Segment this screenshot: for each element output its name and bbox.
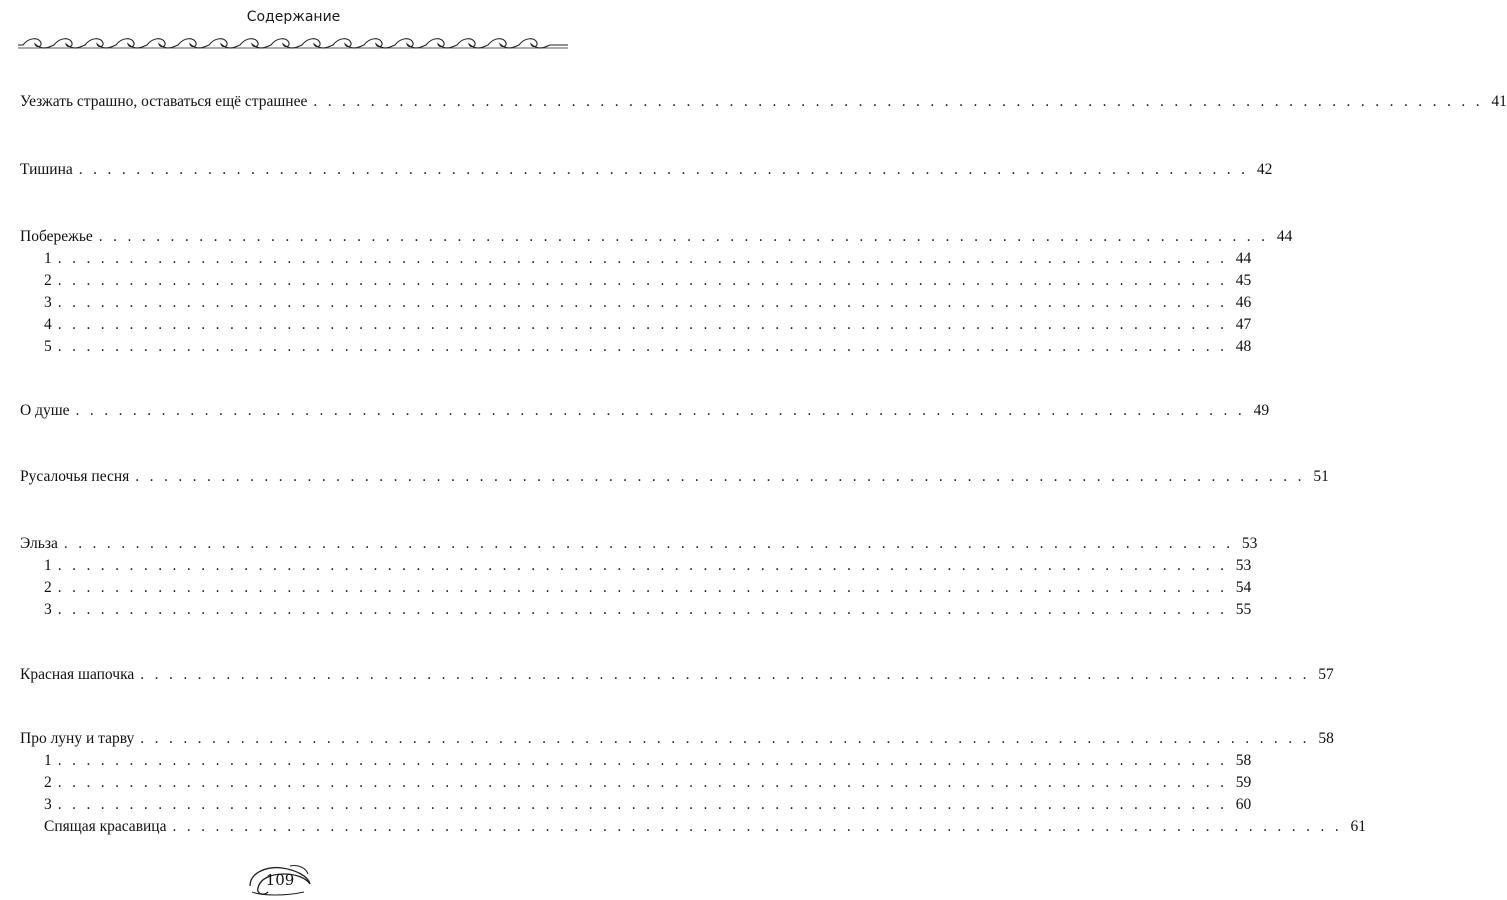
toc-entry-title: Русалочья песня	[20, 468, 130, 485]
toc-subentry	[44, 773, 1252, 793]
toc-leader-dots: . . . . . . . . . . . . . . . . . . . . . . . . . . . . . . . . . . . . . . . . . . . . . . . . . . . . . . . . . . . . . . . . . . . . . . . . . . . . . . . . . .	[57, 601, 1228, 618]
toc-entry-title: 1	[44, 250, 52, 267]
toc-subentry	[44, 315, 1252, 335]
toc-leader-dots: . . . . . . . . . . . . . . . . . . . . . . . . . . . . . . . . . . . . . . . . . . . . . . . . . . . . . . . . . . . . . . . . . . . . . . . . . . . . . . . . . .	[57, 272, 1228, 289]
toc-entry-title: Спящая красавица	[44, 818, 167, 835]
toc-entry-title: 2	[44, 579, 52, 596]
toc-leader-dots: . . . . . . . . . . . . . . . . . . . . . . . . . . . . . . . . . . . . . . . . . . . . . . . . . . . . . . . . . . . . . . . . . . . . . . . . . . . . . . . . . .	[140, 666, 1310, 683]
toc-entry-title: Про луну и тарву	[20, 730, 135, 747]
toc-leader-dots: . . . . . . . . . . . . . . . . . . . . . . . . . . . . . . . . . . . . . . . . . . . . . . . . . . . . . . . . . . . . . . . . . . . . . . . . . . . . . . . . . .	[98, 228, 1269, 245]
toc-leader-dots: . . . . . . . . . . . . . . . . . . . . . . . . . . . . . . . . . . . . . . . . . . . . . . . . . . . . . . . . . . . . . . . . . . . . . . . . . . . . . . . . . .	[75, 402, 1246, 419]
toc-page-number: 60	[1235, 796, 1252, 813]
toc-page-number: 45	[1235, 272, 1252, 289]
toc-subentry	[44, 249, 1252, 269]
toc-entry-title: Эльза	[20, 535, 58, 552]
toc-entry-title: 1	[44, 557, 52, 574]
toc-entry-title: Побережье	[20, 228, 93, 245]
toc-entry-title: О душе	[20, 402, 70, 419]
page-number: 109	[265, 871, 295, 889]
toc-entry	[20, 665, 1334, 685]
toc-entry-title: Тишина	[20, 161, 73, 178]
toc-page-number: 48	[1235, 338, 1252, 355]
toc-entry	[20, 729, 1334, 749]
toc-leader-dots: . . . . . . . . . . . . . . . . . . . . . . . . . . . . . . . . . . . . . . . . . . . . . . . . . . . . . . . . . . . . . . . . . . . . . . . . . . . . . . . . . .	[57, 579, 1228, 596]
toc-page-number: 46	[1235, 294, 1252, 311]
toc-subentry	[44, 795, 1252, 815]
toc-entry-title: Красная шапочка	[20, 666, 135, 683]
toc-leader-dots: . . . . . . . . . . . . . . . . . . . . . . . . . . . . . . . . . . . . . . . . . . . . . . . . . . . . . . . . . . . . . . . . . . . . . . . . . . . . . . . . . .	[135, 468, 1305, 485]
toc-entry-title: 1	[44, 752, 52, 769]
toc-entry	[20, 92, 1507, 112]
toc-subentry	[44, 556, 1252, 576]
toc-leader-dots: . . . . . . . . . . . . . . . . . . . . . . . . . . . . . . . . . . . . . . . . . . . . . . . . . . . . . . . . . . . . . . . . . . . . . . . . . . . . . . . . . .	[57, 316, 1228, 333]
toc-leader-dots: . . . . . . . . . . . . . . . . . . . . . . . . . . . . . . . . . . . . . . . . . . . . . . . . . . . . . . . . . . . . . . . . . . . . . . . . . . . . . . . . . .	[57, 294, 1228, 311]
toc-page-number: 42	[1256, 161, 1273, 178]
toc-leader-dots: . . . . . . . . . . . . . . . . . . . . . . . . . . . . . . . . . . . . . . . . . . . . . . . . . . . . . . . . . . . . . . . . . . . . . . . . . . . . . . . . . .	[140, 730, 1310, 747]
toc-page-number: 47	[1235, 316, 1252, 333]
toc-leader-dots: . . . . . . . . . . . . . . . . . . . . . . . . . . . . . . . . . . . . . . . . . . . . . . . . . . . . . . . . . . . . . . . . . . . . . . . . . . . . . . . . . .	[57, 752, 1228, 769]
toc-leader-dots: . . . . . . . . . . . . . . . . . . . . . . . . . . . . . . . . . . . . . . . . . . . . . . . . . . . . . . . . . . . . . . . . . . . . . . . . . . . . . . . . . .	[172, 818, 1343, 835]
toc-entry-title: Уезжать страшно, оставаться ещё страшнее	[20, 93, 308, 110]
toc-page-number: 58	[1235, 752, 1252, 769]
toc-page-number: 44	[1276, 228, 1293, 245]
toc-subentry	[44, 578, 1252, 598]
toc-page-number: 51	[1313, 468, 1329, 485]
toc-page-number: 49	[1253, 402, 1270, 419]
toc-entry-title: 5	[44, 338, 52, 355]
toc-page-number: 54	[1235, 579, 1252, 596]
toc-leader-dots: . . . . . . . . . . . . . . . . . . . . . . . . . . . . . . . . . . . . . . . . . . . . . . . . . . . . . . . . . . . . . . . . . . . . . . . . . . . . . . . . . .	[57, 557, 1228, 574]
toc-entry-title: 3	[44, 796, 52, 813]
page-title: Содержание	[246, 9, 341, 25]
toc-entry-title: 2	[44, 774, 52, 791]
toc-entry	[20, 467, 1329, 487]
toc-page-number: 53	[1235, 557, 1252, 574]
toc-page-number: 58	[1318, 730, 1334, 747]
wave-ornament-divider	[18, 35, 568, 53]
toc-entry-title: 3	[44, 294, 52, 311]
toc-entry	[20, 401, 1270, 421]
toc-leader-dots: . . . . . . . . . . . . . . . . . . . . . . . . . . . . . . . . . . . . . . . . . . . . . . . . . . . . . . . . . . . . . . . . . . . . . . . . . . . . . . . . . .	[63, 535, 1234, 552]
toc-subentry	[44, 271, 1252, 291]
toc-leader-dots: . . . . . . . . . . . . . . . . . . . . . . . . . . . . . . . . . . . . . . . . . . . . . . . . . . . . . . . . . . . . . . . . . . . . . . . . . . . . . . . . . .	[57, 774, 1228, 791]
page-number-badge	[246, 862, 316, 898]
toc-subentry	[44, 600, 1252, 620]
toc-leader-dots: . . . . . . . . . . . . . . . . . . . . . . . . . . . . . . . . . . . . . . . . . . . . . . . . . . . . . . . . . . . . . . . . . . . . . . . . . . . . . . . . . .	[57, 338, 1228, 355]
toc-page-number: 44	[1235, 250, 1252, 267]
toc-page-number: 55	[1235, 601, 1252, 618]
toc-entry	[20, 534, 1258, 554]
toc-page-number: 57	[1318, 666, 1334, 683]
toc-entry-title: 4	[44, 316, 52, 333]
toc-entry-title: 3	[44, 601, 52, 618]
toc-page-number: 53	[1241, 535, 1258, 552]
toc-page-number: 61	[1350, 818, 1367, 835]
toc-page-number: 41	[1491, 93, 1507, 110]
toc-page-number: 59	[1235, 774, 1252, 791]
toc-leader-dots: . . . . . . . . . . . . . . . . . . . . . . . . . . . . . . . . . . . . . . . . . . . . . . . . . . . . . . . . . . . . . . . . . . . . . . . . . . . . . . . . . .	[313, 93, 1483, 110]
toc-entry	[20, 227, 1293, 247]
toc-subentry	[44, 337, 1252, 357]
toc-subentry	[44, 751, 1252, 771]
toc-leader-dots: . . . . . . . . . . . . . . . . . . . . . . . . . . . . . . . . . . . . . . . . . . . . . . . . . . . . . . . . . . . . . . . . . . . . . . . . . . . . . . . . . .	[57, 796, 1228, 813]
toc-subentry	[44, 293, 1252, 313]
toc-leader-dots: . . . . . . . . . . . . . . . . . . . . . . . . . . . . . . . . . . . . . . . . . . . . . . . . . . . . . . . . . . . . . . . . . . . . . . . . . . . . . . . . . .	[78, 161, 1249, 178]
toc-entry	[20, 160, 1273, 180]
toc-entry-title: 2	[44, 272, 52, 289]
toc-leader-dots: . . . . . . . . . . . . . . . . . . . . . . . . . . . . . . . . . . . . . . . . . . . . . . . . . . . . . . . . . . . . . . . . . . . . . . . . . . . . . . . . . .	[57, 250, 1228, 267]
toc-subentry	[44, 817, 1367, 837]
